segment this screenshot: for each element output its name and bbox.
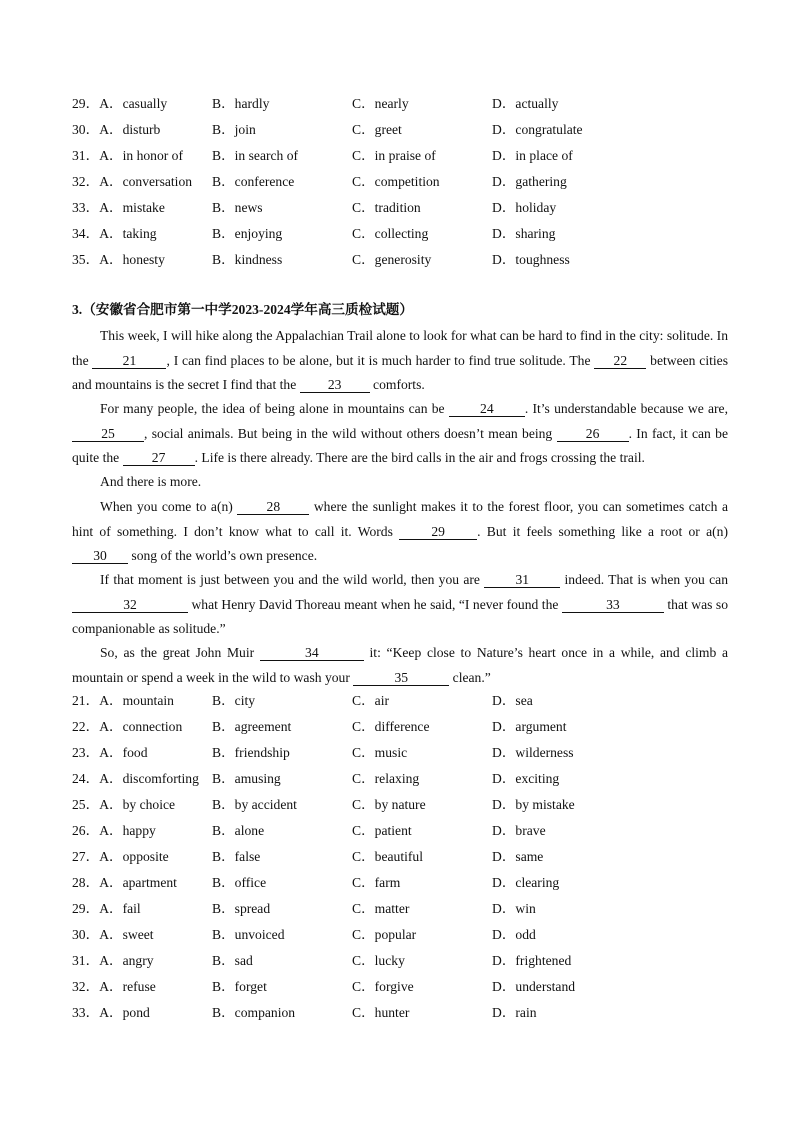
blank-32: 32	[72, 597, 188, 613]
option-d: D．exciting	[492, 771, 560, 786]
option-b: B．friendship	[212, 745, 290, 760]
blank-29: 29	[399, 524, 477, 540]
option-d: D．actually	[492, 96, 559, 111]
option-c: C．nearly	[352, 96, 409, 111]
option-d: D．clearing	[492, 875, 560, 890]
option-b: B．sad	[212, 953, 253, 968]
option-b: B．news	[212, 200, 263, 215]
question-number-and-option-a: 23．A．food	[72, 745, 148, 760]
blank-22: 22	[594, 353, 646, 369]
question-number-and-option-a: 33．A．mistake	[72, 200, 165, 215]
option-c: C．generosity	[352, 252, 432, 267]
option-b: B．kindness	[212, 252, 283, 267]
question-number-and-option-a: 29．A．casually	[72, 96, 168, 111]
option-d: D．wilderness	[492, 745, 574, 760]
option-c: C．popular	[352, 927, 417, 942]
option-d: D．gathering	[492, 174, 567, 189]
question-number-and-option-a: 31．A．angry	[72, 953, 154, 968]
question-number-and-option-a: 32．A．conversation	[72, 174, 193, 189]
blank-24: 24	[449, 401, 525, 417]
question-number-and-option-a: 28．A．apartment	[72, 875, 177, 890]
option-d: D．by mistake	[492, 797, 575, 812]
option-b: B．amusing	[212, 771, 281, 786]
blank-21: 21	[92, 353, 166, 369]
blank-27: 27	[123, 450, 195, 466]
option-d: D．in place of	[492, 148, 573, 163]
option-d: D．sea	[492, 693, 533, 708]
blank-33: 33	[562, 597, 664, 613]
option-d: D．rain	[492, 1005, 537, 1020]
option-b: B．agreement	[212, 719, 292, 734]
passage-paragraph-2: For many people, the idea of being alone in mountains can be 24 . It’s understandable because we are, 25 , social animals. But being in the wild without others doesn’t mean being 26 . In fact, it can be quite the 27 . Life is there already. There are the bird calls in the air and frogs crossing the trail.	[72, 401, 728, 465]
option-b: B．city	[212, 693, 256, 708]
option-c: C．tradition	[352, 200, 421, 215]
option-b: B．false	[212, 849, 261, 864]
passage-paragraph-3: And there is more.	[100, 474, 202, 489]
option-b: B．conference	[212, 174, 295, 189]
option-c: C．patient	[352, 823, 412, 838]
question-number-and-option-a: 29．A．fail	[72, 901, 141, 916]
option-d: D．frightened	[492, 953, 572, 968]
question-number-and-option-a: 34．A．taking	[72, 226, 157, 241]
option-b: B．forget	[212, 979, 267, 994]
question-number-and-option-a: 22．A．connection	[72, 719, 183, 734]
blank-26: 26	[557, 426, 629, 442]
question-number-and-option-a: 33．A．pond	[72, 1005, 150, 1020]
option-d: D．sharing	[492, 226, 556, 241]
passage-paragraph-1: This week, I will hike along the Appalachian Trail alone to look for what can be hard to find in the city: solitude. In the 21 , I can find places to be alone, but it is much harder to find true solitude. The 22 between cities and mountains is the secret I find that the 23 comforts.	[72, 328, 728, 392]
option-d: D．brave	[492, 823, 546, 838]
option-c: C．beautiful	[352, 849, 423, 864]
option-b: B．companion	[212, 1005, 296, 1020]
question-number-and-option-a: 26．A．happy	[72, 823, 156, 838]
option-d: D．win	[492, 901, 536, 916]
option-c: C．forgive	[352, 979, 414, 994]
passage-paragraph-6: So, as the great John Muir 34 it: “Keep close to Nature’s heart once in a while, and climb a mountain or spend a week in the wild to wash your 35 clean.”	[72, 645, 728, 685]
question-number-and-option-a: 30．A．disturb	[72, 122, 161, 137]
option-c: C．competition	[352, 174, 440, 189]
question-number-and-option-a: 35．A．honesty	[72, 252, 165, 267]
blank-28: 28	[237, 499, 309, 515]
option-c: C．hunter	[352, 1005, 410, 1020]
question-number-and-option-a: 25．A．by choice	[72, 797, 176, 812]
option-d: D．congratulate	[492, 122, 583, 137]
option-c: C．music	[352, 745, 408, 760]
blank-23: 23	[300, 377, 370, 393]
blank-34: 34	[260, 645, 364, 661]
blank-35: 35	[353, 670, 449, 686]
option-b: B．enjoying	[212, 226, 283, 241]
option-d: D．toughness	[492, 252, 570, 267]
option-c: C．greet	[352, 122, 402, 137]
option-d: D．understand	[492, 979, 576, 994]
question-number-and-option-a: 32．A．refuse	[72, 979, 156, 994]
option-c: C．relaxing	[352, 771, 420, 786]
section-heading: 3.（安徽省合肥市第一中学2023-2024学年高三质检试题）	[72, 302, 413, 317]
option-b: B．in search of	[212, 148, 299, 163]
option-d: D．argument	[492, 719, 567, 734]
option-b: B．by accident	[212, 797, 297, 812]
option-b: B．join	[212, 122, 256, 137]
option-c: C．in praise of	[352, 148, 436, 163]
option-d: D．same	[492, 849, 544, 864]
blank-25: 25	[72, 426, 144, 442]
option-b: B．unvoiced	[212, 927, 285, 942]
option-c: C．difference	[352, 719, 430, 734]
option-c: C．farm	[352, 875, 401, 890]
option-c: C．collecting	[352, 226, 429, 241]
option-d: D．holiday	[492, 200, 557, 215]
option-b: B．spread	[212, 901, 271, 916]
question-number-and-option-a: 21．A．mountain	[72, 693, 174, 708]
option-b: B．hardly	[212, 96, 270, 111]
question-number-and-option-a: 24．A．discomforting	[72, 771, 199, 786]
option-d: D．odd	[492, 927, 536, 942]
question-number-and-option-a: 27．A．opposite	[72, 849, 169, 864]
option-c: C．air	[352, 693, 389, 708]
question-number-and-option-a: 31．A．in honor of	[72, 148, 184, 163]
passage-paragraph-5: If that moment is just between you and the wild world, then you are 31 indeed. That is when you can 32 what Henry David Thoreau meant when he said, “I never found the 33 that was so companionable as solitude.”	[72, 572, 728, 636]
blank-30: 30	[72, 548, 128, 564]
option-c: C．by nature	[352, 797, 426, 812]
passage-paragraph-4: When you come to a(n) 28 where the sunlight makes it to the forest floor, you can sometimes catch a hint of something. I don’t know what to call it. Words 29 . But it feels something like a root or a(n) 30 song of the world’s own presence.	[72, 499, 728, 563]
blank-31: 31	[484, 572, 560, 588]
option-c: C．lucky	[352, 953, 405, 968]
question-number-and-option-a: 30．A．sweet	[72, 927, 154, 942]
option-c: C．matter	[352, 901, 410, 916]
option-b: B．alone	[212, 823, 265, 838]
option-b: B．office	[212, 875, 267, 890]
